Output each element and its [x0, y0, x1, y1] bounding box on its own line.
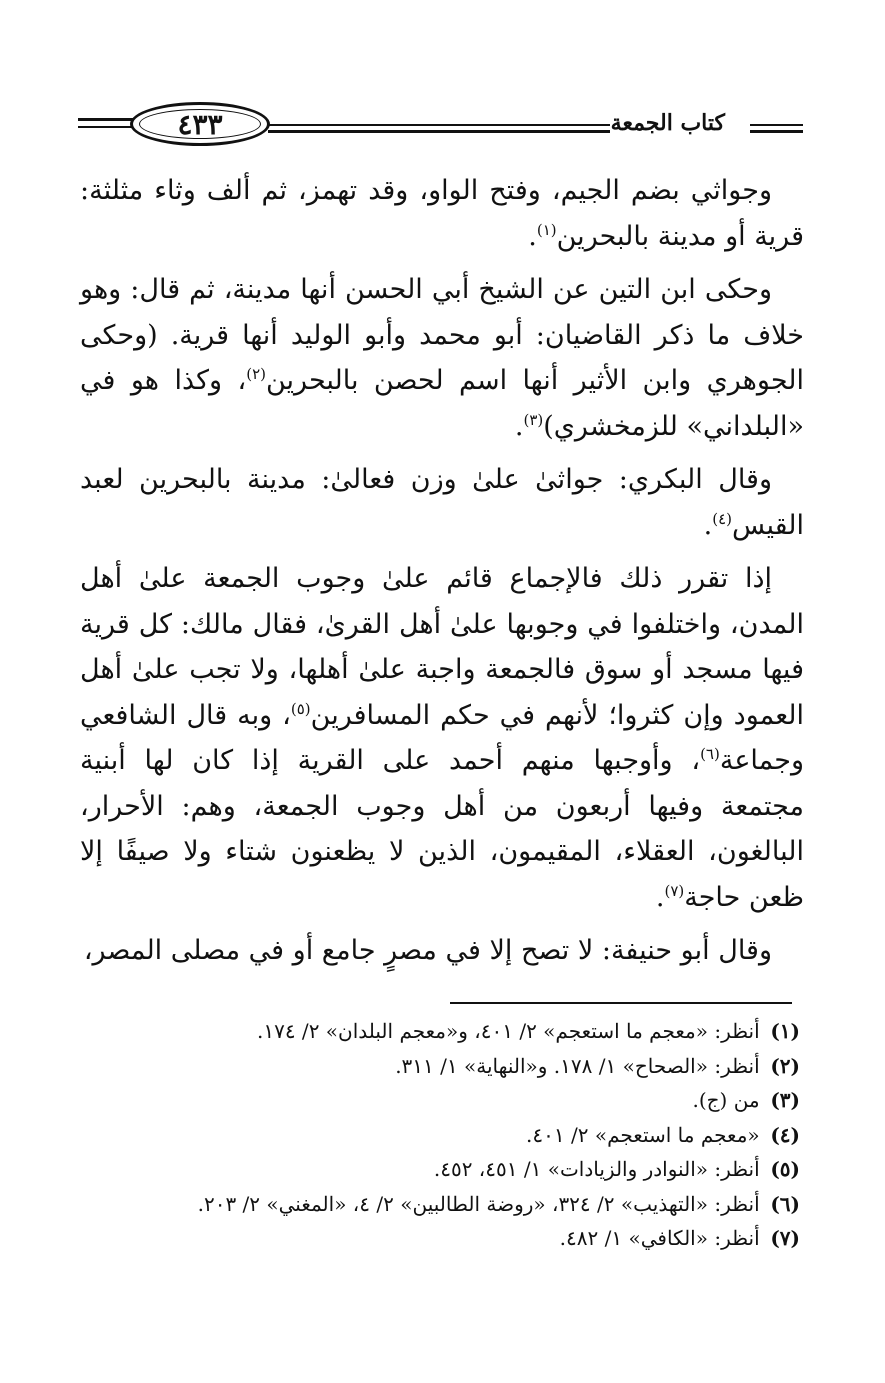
- footnote-ref: (٧): [664, 881, 685, 900]
- footnote-text: أنظر: «النوادر والزيادات» ١/ ٤٥١، ٤٥٢.: [433, 1157, 760, 1181]
- footnote-text: «معجم ما استعجم» ٢/ ٤٠١.: [526, 1122, 760, 1147]
- page-number-oval: [130, 102, 270, 146]
- paragraph-5: [80, 928, 804, 974]
- footnotes: [100, 1014, 800, 1256]
- footnote-number: (٤): [770, 1122, 800, 1147]
- paragraph-text: ، وكذا هو في «البلداني» للزمخشري): [80, 365, 804, 442]
- header-rule-left-thin: [78, 126, 138, 128]
- header-rule-right-thin: [750, 124, 803, 126]
- footnote-item: [100, 1083, 800, 1118]
- header-rule-middle: [268, 130, 610, 133]
- main-text: [80, 168, 804, 974]
- paragraph-tail: .: [655, 881, 665, 913]
- paragraph-tail: .: [703, 509, 713, 541]
- footnote-number: (٢): [770, 1053, 800, 1078]
- footnote-item: [100, 1049, 800, 1084]
- footnote-number: (٥): [770, 1157, 800, 1181]
- header-rule-right: [750, 130, 803, 133]
- footnote-text: من (ج).: [692, 1088, 760, 1112]
- footnote-number: (٣): [770, 1088, 800, 1112]
- paragraph-text: وقال البكري: جواثىٰ علىٰ وزن فعالىٰ: مدينة بالبحرين لعبد القيس: [80, 464, 804, 541]
- footnote-ref: (١): [536, 220, 557, 239]
- footnote-separator: [450, 1002, 792, 1004]
- footnote-ref: (٢): [246, 365, 266, 383]
- page-header: [78, 100, 803, 152]
- footnote-item: [100, 1152, 800, 1187]
- paragraph-text: وجواثي بضم الجيم، وفتح الواو، وقد تهمز، ثم ألف وثاء مثلثة: قرية أو مدينة بالبحرين: [80, 175, 804, 252]
- paragraph-tail: .: [528, 220, 537, 252]
- footnote-number: (٧): [770, 1226, 800, 1250]
- footnote-number: (٦): [770, 1191, 800, 1216]
- footnote-item: [100, 1118, 800, 1153]
- paragraph-text: ، وأوجبها منهم أحمد على القرية إذا كان لها أبنية مجتمعة وفيها أربعون من أهل وجوب الجمعة، وهم: الأحرار، البالغون، العقلاء، المقيمون، الذين لا يظعنون شتاء ولا صيفًا إلا ظعن حاجة: [80, 745, 804, 913]
- footnote-ref: (٦): [700, 745, 720, 763]
- header-rule-middle-thin: [268, 124, 610, 126]
- paragraph-text: ، وبه قال الشافعي وجماعة: [80, 699, 804, 776]
- footnote-ref: (٣): [523, 410, 544, 429]
- paragraph-3: [80, 457, 804, 548]
- paragraph-text: وحكى ابن التين عن الشيخ أبي الحسن أنها مدينة، ثم قال: وهو خلاف ما ذكر القاضيان: أبو محمد وأبو الوليد أنها قرية. (وحكى الجوهري وابن الأثير أنها اسم لحصن بالبحرين: [80, 274, 804, 396]
- footnote-item: [100, 1187, 800, 1222]
- footnote-item: [100, 1221, 800, 1256]
- footnote-number: (١): [770, 1019, 800, 1043]
- paragraph-2: [80, 267, 804, 449]
- footnote-text: أنظر: «التهذيب» ٢/ ٣٢٤، «روضة الطالبين» ٢/ ٤، «المغني» ٢/ ٢٠٣.: [197, 1191, 760, 1216]
- footnote-ref: (٤): [712, 509, 733, 528]
- paragraph-text: وقال أبو حنيفة: لا تصح إلا في مصرٍ جامع أو في مصلى المصر،: [83, 935, 772, 966]
- footnote-text: أنظر: «الصحاح» ١/ ١٧٨. و«النهاية» ١/ ٣١١.: [395, 1053, 760, 1078]
- footnote-text: أنظر: «الكافي» ١/ ٤٨٢.: [559, 1226, 760, 1250]
- page-number: ٤٣٣: [177, 107, 223, 141]
- header-rule-left: [78, 118, 138, 121]
- footnote-text: أنظر: «معجم ما استعجم» ٢/ ٤٠١، و«معجم البلدان» ٢/ ١٧٤.: [256, 1019, 760, 1043]
- footnote-ref: (٥): [290, 699, 311, 718]
- paragraph-tail: .: [514, 410, 524, 442]
- running-title: كتاب الجمعة: [610, 110, 725, 136]
- footnote-item: [100, 1014, 800, 1049]
- paragraph-text: إذا تقرر ذلك فالإجماع قائم علىٰ وجوب الجمعة علىٰ أهل المدن، واختلفوا في وجوبها علىٰ أهل القرىٰ، فقال مالك: كل قرية فيها مسجد أو سوق فالجمعة واجبة علىٰ أهلها، ولا تجب علىٰ أهل العمود وإن كثروا؛ لأنهم في حكم المسافرين: [80, 563, 804, 731]
- paragraph-1: [80, 168, 804, 259]
- paragraph-4: [80, 556, 804, 920]
